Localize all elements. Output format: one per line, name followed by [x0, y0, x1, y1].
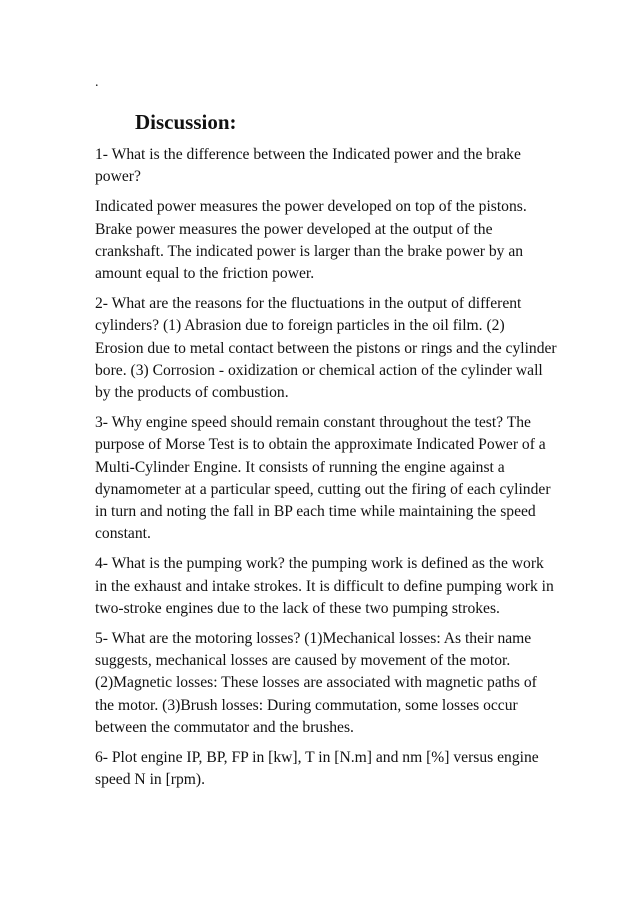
paragraph-q1	[95, 144, 555, 188]
paragraph-line: power?	[95, 168, 141, 186]
paragraph-line: 1- What is the difference between the Indicated power and the brake	[95, 146, 521, 163]
discussion-heading: Discussion:	[135, 110, 237, 134]
paragraph-line: Brake power measures the power developed at the output of the	[95, 220, 493, 238]
paragraph-q2	[95, 293, 555, 404]
paragraph-q4	[95, 553, 555, 620]
paragraph-line: constant.	[95, 525, 151, 543]
paragraph-line: amount equal to the friction power.	[95, 265, 315, 283]
paragraph-line: cylinders? (1) Abrasion due to foreign particles in the oil film. (2)	[95, 317, 505, 335]
paragraph-line: speed N in [rpm).	[95, 771, 205, 789]
paragraph-line: 2- What are the reasons for the fluctuations in the output of different	[95, 295, 522, 313]
paragraph-line: (2)Magnetic losses: These losses are associated with magnetic paths of	[95, 674, 537, 692]
paragraph-line: by the products of combustion.	[95, 384, 289, 402]
paragraph-q6	[95, 747, 555, 791]
paragraph-line: purpose of Morse Test is to obtain the approximate Indicated Power of a	[95, 436, 546, 454]
paragraph-line: 5- What are the motoring losses? (1)Mechanical losses: As their name	[95, 630, 532, 648]
paragraph-a1	[95, 196, 555, 285]
paragraph-q5	[95, 628, 555, 739]
paragraph-line: in the exhaust and intake strokes. It is difficult to define pumping work in	[95, 577, 554, 595]
paragraph-line: 3- Why engine speed should remain constant throughout the test? The	[95, 414, 531, 432]
discussion-body	[95, 144, 555, 799]
paragraph-line: dynamometer at a particular speed, cutting out the firing of each cylinder	[95, 480, 551, 498]
stray-dot: .	[95, 75, 99, 90]
paragraph-line: 4- What is the pumping work? the pumping work is defined as the work	[95, 555, 544, 573]
paragraph-line: suggests, mechanical losses are caused by movement of the motor.	[95, 652, 511, 670]
paragraph-line: 6- Plot engine IP, BP, FP in [kw], T in [N.m] and nm [%] versus engine	[95, 749, 539, 767]
paragraph-line: between the commutator and the brushes.	[95, 718, 354, 736]
paragraph-line: Indicated power measures the power developed on top of the pistons.	[95, 198, 527, 216]
paragraph-line: Multi-Cylinder Engine. It consists of running the engine against a	[95, 458, 505, 476]
paragraph-line: in turn and noting the fall in BP each time while maintaining the speed	[95, 503, 536, 521]
paragraph-line: crankshaft. The indicated power is larger than the brake power by an	[95, 242, 524, 260]
paragraph-line: two-stroke engines due to the lack of these two pumping strokes.	[95, 599, 500, 617]
paragraph-line: bore. (3) Corrosion - oxidization or chemical action of the cylinder wall	[95, 361, 543, 379]
paragraph-q3	[95, 412, 555, 545]
paragraph-line: the motor. (3)Brush losses: During commutation, some losses occur	[95, 696, 518, 714]
paragraph-line: Erosion due to metal contact between the pistons or rings and the cylinder	[95, 339, 557, 357]
